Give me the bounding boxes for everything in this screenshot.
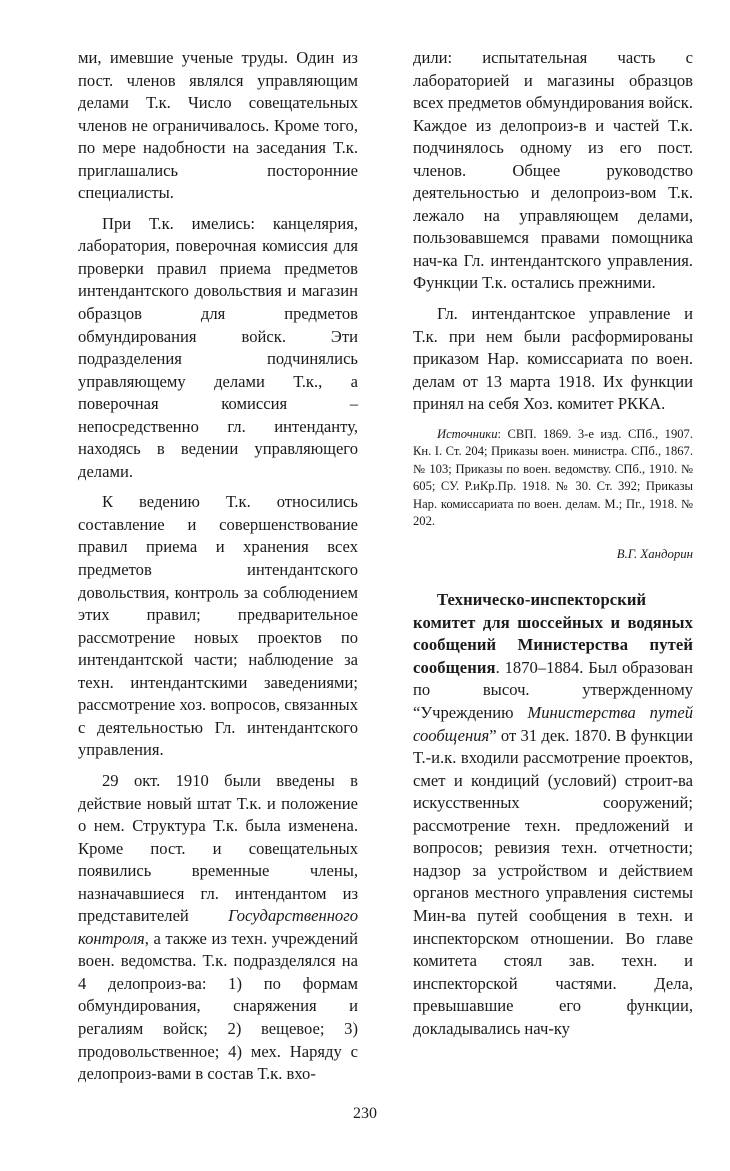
sources-label: Источники	[437, 426, 498, 441]
left-column	[78, 47, 358, 1086]
ministry-link-text: Министерства путей сообщения	[413, 703, 693, 745]
paragraph-4	[78, 770, 358, 1086]
entry-title: Техническо-инспекторский комитет для шоссейных и водяных сообщений Министерства путей сообщения	[413, 590, 693, 677]
paragraph-1: ми, имевшие ученые труды. Один из пост. членов являлся управляющим делами Т.к. Число совещательных членов не ограничивалось. Кроме того, по мере надобности на заседания Т.к. приглашались посторонние специалисты.	[78, 48, 358, 203]
paragraph-4-text-a: 29 окт. 1910 были введены в действие новый штат Т.к. и положение о нем. Структура Т.к. была изменена. Кроме пост. и совещательных появились временные члены, назначавшиеся гл. интендантом из представителей	[78, 770, 358, 926]
paragraph-5: дили: испытательная часть с лабораторией и магазины образцов всех предметов обмундирования войск. Каждое из делопроиз-в и частей Т.к. подчинялось одному из его пост. членов. Общее руководство деятельностью и делопроиз-вом Т.к. лежало на управляющем делами, пользовавшемся правами помощника нач-ка Гл. интендантского управления. Функции Т.к. остались прежними.	[413, 48, 694, 293]
paragraph-6: Гл. интендантское управление и Т.к. при нем были расформированы приказом Нар. комиссариата по воен. делам от 13 марта 1918. Их функции принял на себя Хоз. комитет РККА.	[413, 304, 693, 414]
paragraph-3: К ведению Т.к. относились составление и совершенствование правил приема и хранения всех предметов интендантского довольствия, контроль за соблюдением этих правил; предварительное рассмотрение новых проектов по интендантской части; наблюдение за техн. интендантскими заведениями; рассмотрение хоз. вопросов, связанных с деятельностью Гл. интендантского управления.	[78, 492, 358, 760]
sources-block	[413, 426, 693, 531]
paragraph-4-text-b: , а также из техн. учреждений воен. ведомства. Т.к. подразделялся на 4 делопроиз-ва: 1) по формам обмундирования, снаряжения и регалиям войск; 2) вещевое; 3) продовольственное; 4) мех. Наряду с делопроиз-вами в состав Т.к. вхо-	[78, 928, 358, 1084]
entry-text-b: ” от 31 дек. 1870. В функции Т.-и.к. входили рассмотрение проектов, смет и кондиций (условий) строит-ва искусственных сооружений; рассмотрение техн. предложений и вопросов; ревизия техн. отчетности; надзор за устройством и действием органов местного управления системы Мин-ва путей сообщения в техн. и инспекторском отношении. Во главе комитета стоял зав. техн. и инспекторской частями. Дела, превышавшие его функции, докладывались нач-ку	[413, 725, 693, 1038]
state-control-link-text: Государственного контроля	[78, 906, 358, 948]
entry-text-a: . 1870–1884. Был образован по высоч. утвержденному “Учреждению	[413, 657, 693, 723]
page-number: 230	[353, 1105, 377, 1122]
author-signature: В.Г. Хандорин	[616, 546, 693, 561]
paragraph-2: При Т.к. имелись: канцелярия, лаборатория, поверочная комиссия для проверки правил приема предметов интендантского довольствия и магазин образцов для предметов обмундирования войск. Эти подразделения подчинялись управляющему делами Т.к., а поверочная комиссия – непосредственно гл. интенданту, находясь в ведении управляющего делами.	[78, 213, 358, 481]
sources-text: : СВП. 1869. 3-е изд. СПб., 1907. Кн. I. Ст. 204; Приказы воен. министра. СПб., 1867. № 103; Приказы по воен. ведомству. СПб., 1910. № 605; СУ. Р.иКр.Пр. 1918. № 30. Ст. 392; Приказы Нар. комиссариата по воен. делам. М.; Пг., 1918. № 202.	[413, 426, 693, 529]
entry-article	[413, 589, 693, 1040]
right-column	[413, 47, 693, 1040]
